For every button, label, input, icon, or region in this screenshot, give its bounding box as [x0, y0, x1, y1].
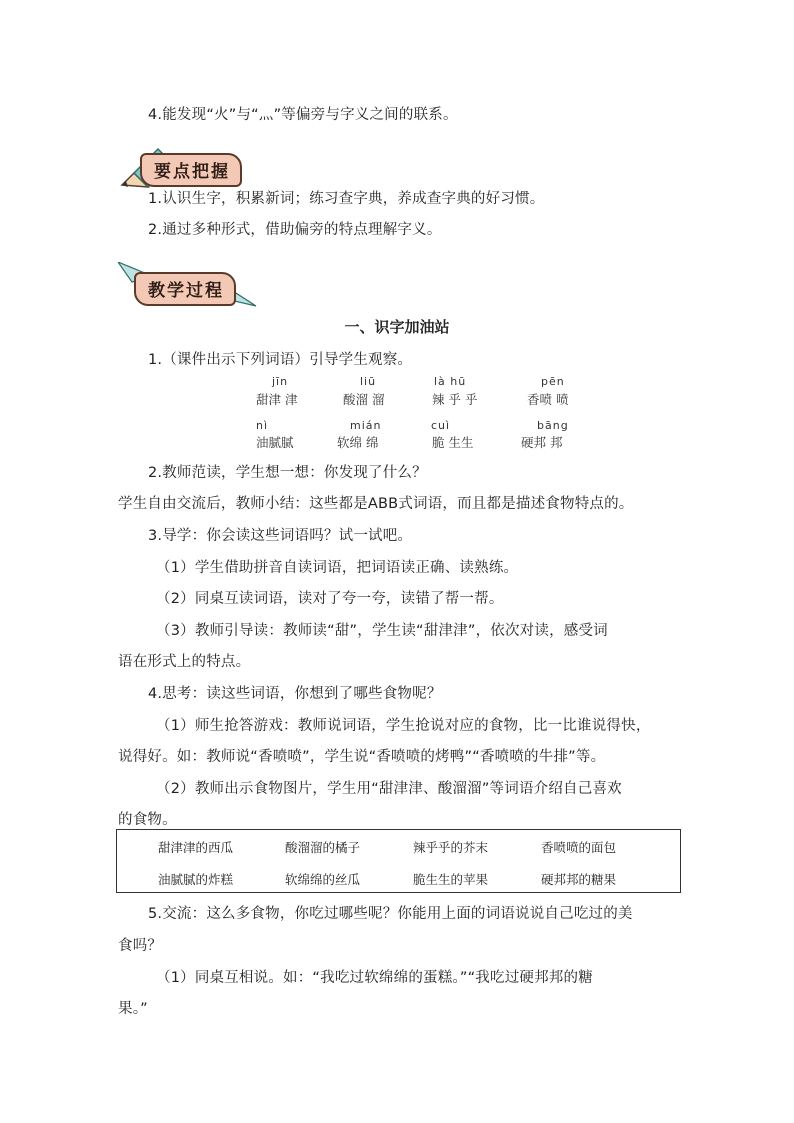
food-phrase: 酸溜溜的橘子 — [285, 840, 361, 855]
abb-word: 软绵 绵 — [337, 435, 379, 450]
food-phrase: 甜津津的西瓜 — [158, 840, 234, 855]
teaching-process-badge — [118, 262, 258, 310]
food-phrase: 脆生生的苹果 — [413, 872, 489, 887]
step-4-2-cont: 的食物。 — [118, 812, 177, 828]
pinyin: bāng — [537, 419, 569, 432]
step-4-1-cont: 说得好。如：教师说“香喷喷”，学生说“香喷喷的烤鸭”“香喷喷的牛排”等。 — [118, 749, 606, 765]
section-title: 一、识字加油站 — [344, 318, 450, 336]
step-3: 3.导学：你会读这些词语吗？试一试吧。 — [148, 528, 413, 544]
step-5: 5.交流：这么多食物，你吃过哪些呢？你能用上面的词语说说自己吃过的美 — [148, 906, 633, 922]
key-point-2: 2.通过多种形式，借助偏旁的特点理解字义。 — [148, 222, 442, 238]
step-4-2: （2）教师出示食物图片，学生用“甜津津、酸溜溜”等词语介绍自己喜欢 — [156, 781, 622, 797]
step-2: 2.教师范读，学生想一想：你发现了什么？ — [148, 465, 427, 481]
food-phrase: 香喷喷的面包 — [541, 840, 617, 855]
step-5-1-cont: 果。” — [118, 1001, 148, 1017]
pinyin: mián — [350, 419, 382, 432]
pinyin: là hū — [434, 375, 467, 388]
step-3-3: （3）教师引导读：教师读“甜”，学生读“甜津津”，依次对读，感受词 — [156, 623, 608, 639]
step-3-3-cont: 语在形式上的特点。 — [118, 654, 251, 670]
pinyin: pēn — [541, 375, 565, 388]
step-3-2: （2）同桌互读词语，读对了夸一夸，读错了帮一帮。 — [156, 591, 504, 607]
pinyin: jīn — [272, 375, 289, 388]
step-4-1: （1）师生抢答游戏：教师说词语，学生抢说对应的食物，比一比谁说得快， — [156, 718, 651, 734]
abb-word: 脆 生生 — [432, 435, 474, 450]
teaching-process-title: 教学过程 — [134, 272, 236, 306]
step-5-cont: 食吗？ — [118, 938, 163, 954]
key-point-1: 1.认识生字，积累新词；练习查字典，养成查字典的好习惯。 — [148, 191, 545, 207]
step-4: 4.思考：读这些词语，你想到了哪些食物呢？ — [148, 686, 442, 702]
key-points-title: 要点把握 — [140, 153, 242, 187]
abb-word: 油腻腻 — [256, 435, 294, 450]
abb-word: 香喷 喷 — [527, 392, 569, 407]
step-5-1: （1）同桌互相说。如：“我吃过软绵绵的蛋糕。”“我吃过硬邦邦的糖 — [156, 970, 593, 986]
pinyin: nì — [256, 419, 269, 432]
abb-word: 甜津 津 — [256, 392, 298, 407]
key-points-badge — [118, 145, 258, 193]
food-phrase: 硬邦邦的糖果 — [541, 872, 617, 887]
objective-4: 4.能发现“火”与“灬”等偏旁与字义之间的联系。 — [148, 107, 458, 123]
food-phrase: 软绵绵的丝瓜 — [285, 872, 361, 887]
abb-word: 酸溜 溜 — [343, 392, 385, 407]
food-phrase: 油腻腻的炸糕 — [158, 872, 234, 887]
pinyin: cuì — [431, 419, 451, 432]
step-2-note: 学生自由交流后，教师小结：这些都是ABB式词语，而且都是描述食物特点的。 — [118, 496, 634, 512]
pinyin: liū — [360, 375, 377, 388]
abb-word: 辣 乎 乎 — [432, 392, 478, 407]
abb-word: 硬邦 邦 — [521, 435, 563, 450]
step-1: 1.（课件出示下列词语）引导学生观察。 — [148, 352, 413, 368]
step-3-1: （1）学生借助拼音自读词语，把词语读正确、读熟练。 — [156, 560, 519, 576]
food-phrases-box — [116, 829, 681, 893]
food-phrase: 辣乎乎的芥末 — [413, 840, 489, 855]
